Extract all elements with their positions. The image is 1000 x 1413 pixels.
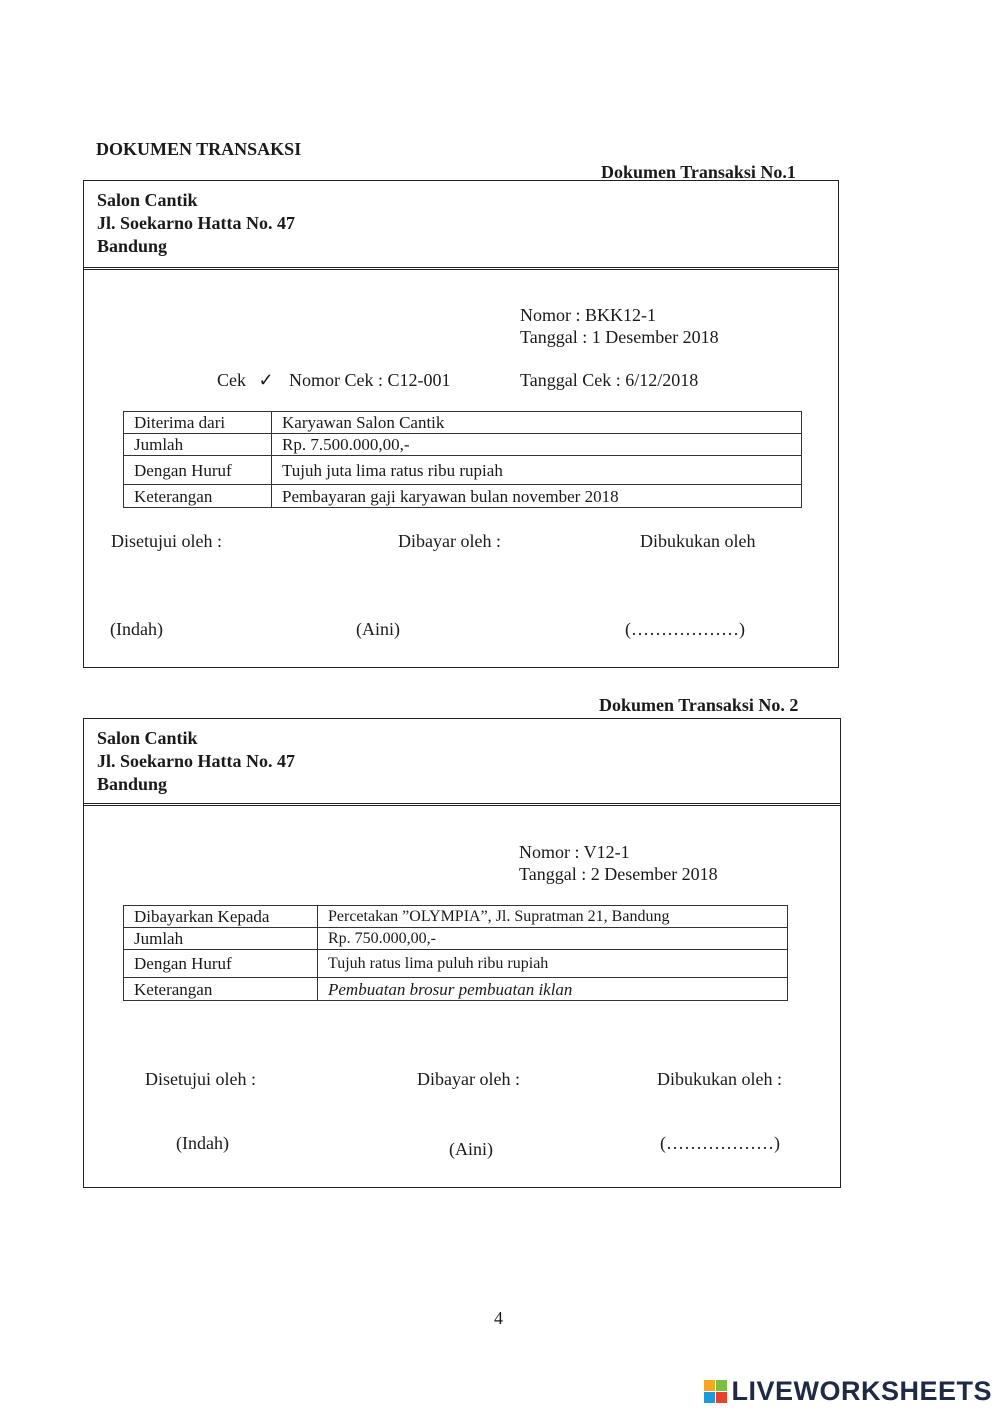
table-row [124, 456, 802, 485]
company-name: Salon Cantik [97, 728, 198, 748]
liveworksheets-watermark [704, 1376, 992, 1407]
table-row [124, 412, 802, 434]
doc2-nomor: Nomor : V12-1 [519, 842, 630, 862]
sig-name-booked: (………………) [660, 1133, 780, 1153]
doc2-box [83, 718, 841, 1188]
company-address: Jl. Soekarno Hatta No. 47 [97, 213, 295, 233]
row-value: Percetakan ”OLYMPIA”, Jl. Supratman 21, Bandung [318, 906, 788, 928]
row-label: Keterangan [124, 978, 318, 1001]
doc1-cek [217, 370, 274, 391]
page-heading: DOKUMEN TRANSAKSI [96, 139, 302, 159]
doc1-box [83, 180, 839, 668]
company-city: Bandung [97, 236, 168, 256]
row-label: Diterima dari [124, 412, 272, 434]
sig-label-booked: Dibukukan oleh : [657, 1069, 782, 1089]
company-address: Jl. Soekarno Hatta No. 47 [97, 751, 295, 771]
sig-name-approved: (Indah) [110, 619, 163, 639]
doc2-company [97, 727, 295, 796]
doc1-nomor-cek: Nomor Cek : C12-001 [289, 370, 451, 390]
doc1-company [97, 189, 295, 258]
liveworksheets-logo-icon [704, 1380, 727, 1403]
sig-label-paid: Dibayar oleh : [398, 531, 501, 551]
doc2-table [123, 905, 788, 1001]
row-label: Dengan Huruf [124, 456, 272, 485]
doc2-label: Dokumen Transaksi No. 2 [599, 695, 799, 715]
table-row [124, 950, 788, 978]
company-name: Salon Cantik [97, 190, 198, 210]
table-row [124, 928, 788, 950]
row-label: Keterangan [124, 485, 272, 508]
company-city: Bandung [97, 774, 168, 794]
row-label: Jumlah [124, 928, 318, 950]
doc1-table [123, 411, 802, 508]
sig-label-approved: Disetujui oleh : [111, 531, 222, 551]
table-row [124, 485, 802, 508]
sig-label-approved: Disetujui oleh : [145, 1069, 256, 1089]
row-value: Karyawan Salon Cantik [272, 412, 802, 434]
sig-label-paid: Dibayar oleh : [417, 1069, 520, 1089]
sig-label-booked: Dibukukan oleh [640, 531, 756, 551]
page-number: 4 [494, 1308, 503, 1328]
liveworksheets-text: LIVEWORKSHEETS [731, 1376, 992, 1406]
row-value: Tujuh ratus lima puluh ribu rupiah [318, 950, 788, 978]
row-label: Jumlah [124, 434, 272, 456]
row-value: Pembuatan brosur pembuatan iklan [318, 978, 788, 1001]
check-icon: ✓ [258, 370, 274, 390]
doc2-tanggal: Tanggal : 2 Desember 2018 [519, 864, 718, 884]
doc1-nomor: Nomor : BKK12-1 [520, 305, 656, 325]
table-row [124, 978, 788, 1001]
table-row [124, 906, 788, 928]
row-value: Rp. 750.000,00,- [318, 928, 788, 950]
doc1-tanggal: Tanggal : 1 Desember 2018 [520, 327, 719, 347]
row-label: Dengan Huruf [124, 950, 318, 978]
sig-name-paid: (Aini) [449, 1139, 493, 1159]
sig-name-booked: (………………) [625, 619, 745, 639]
table-row [124, 434, 802, 456]
row-value: Pembayaran gaji karyawan bulan november 2018 [272, 485, 802, 508]
doc1-label: Dokumen Transaksi No.1 [601, 162, 796, 182]
row-value: Tujuh juta lima ratus ribu rupiah [272, 456, 802, 485]
sig-name-approved: (Indah) [176, 1133, 229, 1153]
row-value: Rp. 7.500.000,00,- [272, 434, 802, 456]
row-label: Dibayarkan Kepada [124, 906, 318, 928]
sig-name-paid: (Aini) [356, 619, 400, 639]
cek-label: Cek [217, 370, 246, 390]
doc1-tanggal-cek: Tanggal Cek : 6/12/2018 [520, 370, 699, 390]
